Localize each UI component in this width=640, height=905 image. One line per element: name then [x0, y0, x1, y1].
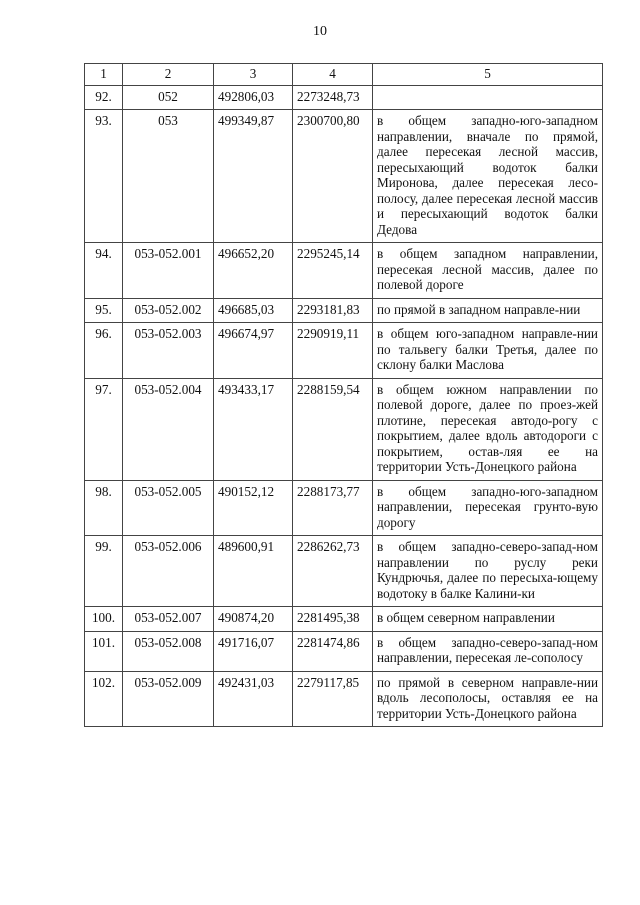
coord-x: 491716,07 — [214, 631, 293, 671]
table-body — [85, 85, 603, 727]
row-number: 98. — [85, 480, 123, 536]
coord-x: 496652,20 — [214, 243, 293, 299]
table-row — [85, 671, 603, 727]
boundary-description: в общем западно-северо-запад-ном направлении, пересекая ле-сополосу — [373, 631, 603, 671]
table-row — [85, 631, 603, 671]
coord-x: 490874,20 — [214, 607, 293, 632]
boundary-description: в общем западно-северо-запад-ном направлении по руслу реки Кундрючья, далее по пересыха-ющему водотоку в балке Калини-ки — [373, 536, 603, 607]
table-row — [85, 536, 603, 607]
coord-y: 2286262,73 — [293, 536, 373, 607]
point-code: 053-052.003 — [123, 323, 214, 379]
boundary-description: в общем западном направлении, пересекая лесной массив, далее по полевой дороге — [373, 243, 603, 299]
row-number: 97. — [85, 378, 123, 480]
coord-x: 499349,87 — [214, 110, 293, 243]
table-row — [85, 378, 603, 480]
row-number: 101. — [85, 631, 123, 671]
coord-y: 2279117,85 — [293, 671, 373, 727]
coord-y: 2281474,86 — [293, 631, 373, 671]
row-number: 100. — [85, 607, 123, 632]
boundary-description: в общем юго-западном направле-нии по тальвегу балки Третья, далее по склону балки Маслова — [373, 323, 603, 379]
coord-x: 492806,03 — [214, 85, 293, 110]
table-row — [85, 85, 603, 110]
header-row — [85, 64, 603, 86]
point-code: 053-052.004 — [123, 378, 214, 480]
coord-y: 2288173,77 — [293, 480, 373, 536]
coord-x: 493433,17 — [214, 378, 293, 480]
boundary-description: в общем южном направлении по полевой дороге, далее по проез-жей плотине, пересекая автодо-рогу с покрытием, далее вдоль автодороги с покрытием, остав-ляя ее на территории Усть-Донецкого района — [373, 378, 603, 480]
boundary-points-table — [84, 63, 603, 727]
coord-y: 2290919,11 — [293, 323, 373, 379]
table-row — [85, 110, 603, 243]
boundary-description: по прямой в северном направле-нии вдоль лесополосы, оставляя ее на территории Усть-Донецкого района — [373, 671, 603, 727]
point-code: 053-052.009 — [123, 671, 214, 727]
table-row — [85, 480, 603, 536]
table-header — [85, 64, 603, 86]
coord-y: 2281495,38 — [293, 607, 373, 632]
point-code: 053-052.002 — [123, 298, 214, 323]
coord-x: 496674,97 — [214, 323, 293, 379]
coord-x: 490152,12 — [214, 480, 293, 536]
header-col-2: 2 — [123, 64, 214, 86]
table-row — [85, 323, 603, 379]
coord-x: 489600,91 — [214, 536, 293, 607]
boundary-description: в общем западно-юго-западном направлении, вначале по прямой, далее пересекая лесной массив, пересыхающий водоток балки Миронова, далее пересекая лесо-полосу, далее пересекая лесной массив и пересыхающий водоток балки Дедова — [373, 110, 603, 243]
boundary-description: в общем северном направлении — [373, 607, 603, 632]
table-row — [85, 298, 603, 323]
coord-y: 2288159,54 — [293, 378, 373, 480]
header-col-3: 3 — [214, 64, 293, 86]
point-code: 053 — [123, 110, 214, 243]
coord-x: 496685,03 — [214, 298, 293, 323]
point-code: 052 — [123, 85, 214, 110]
page-number: 10 — [313, 24, 327, 39]
coord-y: 2300700,80 — [293, 110, 373, 243]
header-col-5: 5 — [373, 64, 603, 86]
point-code: 053-052.008 — [123, 631, 214, 671]
table-row — [85, 243, 603, 299]
row-number: 94. — [85, 243, 123, 299]
coord-x: 492431,03 — [214, 671, 293, 727]
table-row — [85, 607, 603, 632]
row-number: 92. — [85, 85, 123, 110]
boundary-description: по прямой в западном направле-нии — [373, 298, 603, 323]
row-number: 99. — [85, 536, 123, 607]
row-number: 93. — [85, 110, 123, 243]
coord-y: 2273248,73 — [293, 85, 373, 110]
point-code: 053-052.006 — [123, 536, 214, 607]
coord-y: 2295245,14 — [293, 243, 373, 299]
boundary-description: в общем западно-юго-западном направлении, пересекая грунто-вую дорогу — [373, 480, 603, 536]
point-code: 053-052.001 — [123, 243, 214, 299]
row-number: 102. — [85, 671, 123, 727]
row-number: 95. — [85, 298, 123, 323]
boundary-description — [373, 85, 603, 110]
row-number: 96. — [85, 323, 123, 379]
header-col-4: 4 — [293, 64, 373, 86]
header-col-1: 1 — [85, 64, 123, 86]
point-code: 053-052.007 — [123, 607, 214, 632]
point-code: 053-052.005 — [123, 480, 214, 536]
coord-y: 2293181,83 — [293, 298, 373, 323]
